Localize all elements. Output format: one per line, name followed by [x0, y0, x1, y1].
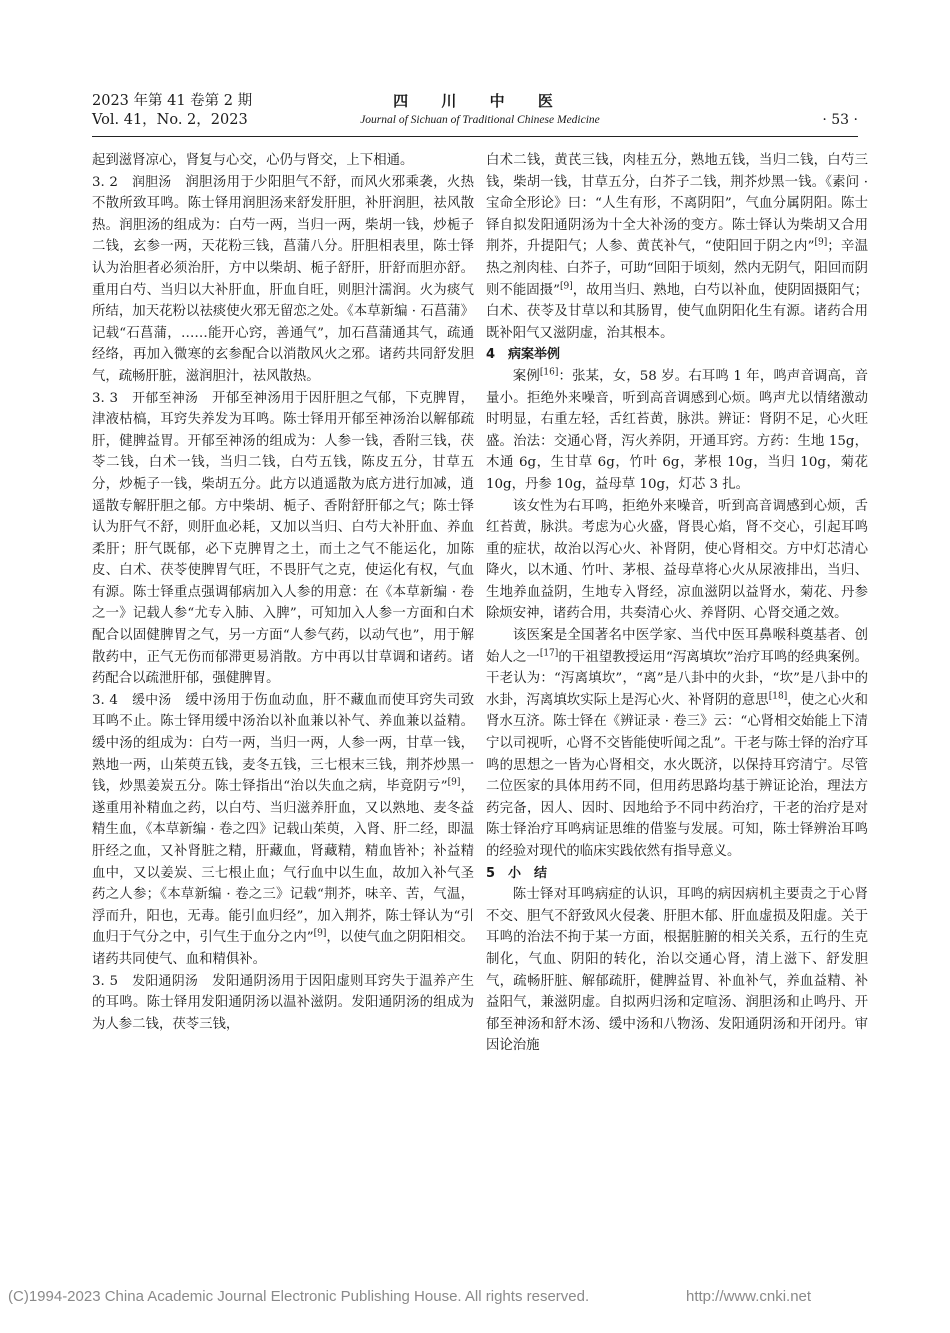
journal-title-cn: 四 川 中 医: [393, 92, 567, 110]
section-number: 3. 2: [92, 174, 118, 190]
section-text: 缓中汤用于伤血动血，肝不藏血而使耳窍失司致耳鸣不止。陈士铎用缓中汤治以补血兼以补气、养血兼以益精。缓中汤的组成为：白芍一两，当归一两，人参一两，甘草一钱，熟地一两，山茱萸五钱，麦冬五钱，三七根末三钱，荆芥炒黑一钱，炒黑姜炭五分。陈士铎指出“治以失血之病，毕竟阴亏”: [92, 692, 475, 795]
citation: [9]: [447, 777, 461, 788]
journal-title-en: Journal of Sichuan of Traditional Chinese Medicine: [360, 114, 600, 126]
citation: [9]: [814, 237, 828, 248]
page-number: · 53 ·: [822, 112, 858, 128]
paragraph: [486, 625, 868, 863]
issue-info: [92, 92, 252, 130]
cnki-link[interactable]: http://www.cnki.net: [686, 1288, 812, 1305]
paragraph-text: ，故用当归、熟地，白芍以补血，使阴固摄阳气；白术、茯苓及甘草以和其肠胃，使气血阴阳化生有源。诸药合用既补阳气又滋阴虚，治其根本。: [486, 282, 868, 341]
section-text: ，以使气血之阴阳相交。诸药共同使气、血和精俱补。: [92, 930, 474, 967]
header-rule: [92, 136, 858, 137]
right-column: [486, 150, 868, 1057]
paragraph-text: ，使之心火和肾水互济。陈士铎在《辨证录 · 卷三》云：“心肾相交始能上下清宁以司视听，心肾不交皆能使听闻之乱”。干老与陈士铎的治疗耳鸣的思想之一皆为心肾相交，水火既济，以保持耳窍清宁。尽管二位医家的具体用药不同，但用药思路均基于辨证论治，理法方药完备，因人、因时、因地给予不同中药治疗，干老的治疗是对陈士铎治疗耳鸣病证思维的借鉴与发展。可知，陈士铎辨治耳鸣的经验对现代的临床实践依然有指导意义。: [486, 692, 868, 859]
left-column: [92, 150, 474, 1035]
section-3-2: [92, 172, 474, 388]
paragraph-text: 案例: [512, 368, 540, 384]
paragraph: 该女性为右耳鸣，拒绝外来噪音，听到高音调感到心烦，舌红苔黄，脉洪。考虑为心火盛，肾畏心焰，肾不交心，引起耳鸣重的症状，故治以泻心火、补肾阴，使心肾相交。方中灯芯清心降火，以木通、竹叶、茅根、益母草将心火从尿液排出，当归、生地养血益阴，生地专入肾经，凉血滋阴以益肾水，菊花、丹参除烦安神，诸药合用，共奏清心火、养肾阴、心肾交通之效。: [486, 498, 868, 622]
paragraph: [486, 150, 868, 344]
issue-cn: 2023 年第 41 卷第 2 期: [92, 93, 253, 109]
section-4-heading: 4 病案举例: [486, 347, 561, 363]
section-5-heading: 5 小 结: [486, 865, 548, 881]
issue-en: Vol. 41，No. 2，2023: [92, 112, 248, 128]
paragraph-text: ；辛温热之剂肉桂、白芥子，可助“回阳于顷刻，然内无阴气，阳回而阴则不能固摄”: [486, 239, 868, 298]
citation: [18]: [768, 691, 788, 702]
section-3-3: [92, 388, 474, 690]
page-footer: [0, 1288, 950, 1312]
section-heading: 开郁至神汤: [132, 390, 199, 406]
case-paragraph: [486, 366, 868, 496]
section-text: ，遂重用补精血之药，以白芍、当归滋养肝血，又以熟地、麦冬益精生血，《本草新编 · 卷之四》记载山茱萸，入肾、肝二经，即温肝经之血，又补肾脏之精，肝藏血，肾藏精，精血皆补；补益精血中，又以姜炭、三七根止血；气行血中以生血，故加入补气圣药之人参；《本草新编 · 卷之三》记载“荆芥，味辛、苦，气温，浮而升，阳也，无毒。能引血归经”，加入荆芥，陈士铎认为“引血归于气分之中，引气生于血分之内”: [92, 779, 474, 946]
paragraph: 陈士铎对耳鸣病症的认识，耳鸣的病因病机主要责之于心肾不交、胆气不舒致风火侵袭、肝胆木郁、肝血虚损及阳虚。关于耳鸣的治法不拘于某一方面，根据脏腑的相关关系，五行的生克制化，气血、阴阳的转化，治以交通心肾，清上滋下、舒发胆气，疏畅肝脏、解郁疏肝，健脾益胃、补血补气，养血益精、补益阳气，兼滋阴虚。自拟两归汤和定喧汤、润胆汤和止鸣丹、开郁至神汤和舒木汤、缓中汤和八物汤、发阳通阴汤和开闭丹。审因论治施: [486, 887, 868, 1054]
paragraph-text: 白术二钱，黄芪三钱，肉桂五分，熟地五钱，当归二钱，白芍三钱，柴胡一钱，甘草五分，白芥子二钱，荆芥炒黑一钱。《素问 · 宝命全形论》曰：“人生有形，不离阴阳”，气血分属阴阳。陈士铎自拟发阳通阴汤为十全大补汤的变方。陈士铎认为柴胡又合用荆芥，升提阳气；人参、黄芪补气，“使阳回于阴之内”: [486, 153, 868, 255]
section-number: 3. 5: [92, 973, 118, 989]
section-3-4: [92, 690, 474, 971]
section-text: 发阳通阴汤用于因阳虚则耳窍失于温养产生的耳鸣。陈士铎用发阳通阴汤以温补滋阴。发阳通阴汤的组成为为人参二钱，茯苓三钱，: [92, 973, 475, 1032]
paragraph: 起到滋肾凉心，肾复与心交，心仍与肾交，上下相通。: [92, 153, 414, 168]
section-heading: 润胆汤: [132, 174, 172, 190]
section-number: 3. 3: [92, 390, 118, 406]
paragraph-text: 的干祖望教授运用“泻离填坎”治疗耳鸣的经典案例。干老认为：“泻离填坎”，“离”是八卦中的火卦，“坎”是八卦中的水卦，泻离填坎实际上是泻心火、补肾阴的意思: [486, 649, 869, 708]
section-number: 3. 4: [92, 692, 118, 708]
citation: [9]: [559, 281, 573, 292]
section-heading: 缓中汤: [132, 692, 172, 708]
section-3-5: [92, 971, 474, 1036]
section-text: 开郁至神汤用于因肝胆之气郁，下克脾胃，津液枯槁，耳窍失养发为耳鸣。陈士铎用开郁至神汤治以解郁疏肝，健脾益胃。开郁至神汤的组成为：人参一钱，香附三钱，茯苓二钱，白术一钱，当归二钱，白芍五钱，陈皮五分，甘草五分，炒栀子一钱，柴胡五分。此方以逍遥散为底方进行加减，逍遥散专解肝胆之郁。方中柴胡、栀子、香附舒肝郁之气；陈士铎认为肝气不舒，则肝血必耗，又加以当归、白芍大补肝血、养血柔肝；肝气既郁，必下克脾胃之土，而土之气不能运化，加陈皮、白术、茯苓使脾胃气旺，不畏肝气之克，使运化有权，气血有源。陈士铎重点强调郁病加入人参的用意：在《本草新编 · 卷之一》记载人参“尤专入肺、入脾”，可知加入人参一方面和白术配合以固健脾胃之气，另一方面“人参气药，以动气也”，用于解散药中，正气无伤而郁滞更易消散。方中再以甘草调和诸药。诸药配合以疏泄肝郁，强健脾胃。: [92, 390, 475, 687]
copyright-notice: (C)1994-2023 China Academic Journal Electronic Publishing House. All rights reserved.: [8, 1288, 590, 1305]
paragraph-text: ：张某，女，58 岁。右耳鸣 1 年，鸣声音调高，音量小。拒绝外来噪音，听到高音调感到心烦。鸣声尤以情绪激动时明显，右重左轻，舌红苔黄，脉洪。辨证：肾阴不足，心火旺盛。治法：交通心肾，泻火养阴，开通耳窍。方药：生地 15g，木通 6g，生甘草 6g，竹叶 6g，茅根 10g，当归 10g，菊花 10g，丹参 10g，益母草 10g，灯芯 3 扎。: [486, 368, 869, 492]
citation: [17]: [539, 648, 559, 659]
citation: [16]: [539, 367, 559, 378]
page-header: [0, 0, 950, 140]
journal-title: [330, 92, 630, 130]
section-heading: 发阳通阴汤: [132, 973, 199, 989]
citation: [9]: [313, 928, 327, 939]
section-text: 润胆汤用于少阳胆气不舒，而风火邪乘袭，火热不散所致耳鸣。陈士铎用润胆汤来舒发肝胆，补肝润胆，祛风散热。润胆汤的组成为：白芍一两，当归一两，柴胡一钱，炒栀子二钱，玄参一两，天花粉三钱，菖蒲八分。肝胆相表里，陈士铎认为治胆者必须治肝，方中以柴胡、栀子舒肝，肝舒而胆亦舒。重用白芍、当归以大补肝血，肝血自旺，则胆汁濡润。火为痰气所结，加天花粉以祛痰使火邪无留恋之处。《本草新编 · 石菖蒲》记载“石菖蒲，……能开心窍，善通气”，加石菖蒲通其气，疏通经络，再加入微寒的玄参配合以消散风火之邪。诸药共同舒发胆气，疏畅肝脏，滋润胆汁，祛风散热。: [92, 174, 475, 384]
paragraph-text: 该医案是全国著名中医学家、当代中医耳鼻喉科奠基者、创始人之一: [486, 628, 868, 665]
